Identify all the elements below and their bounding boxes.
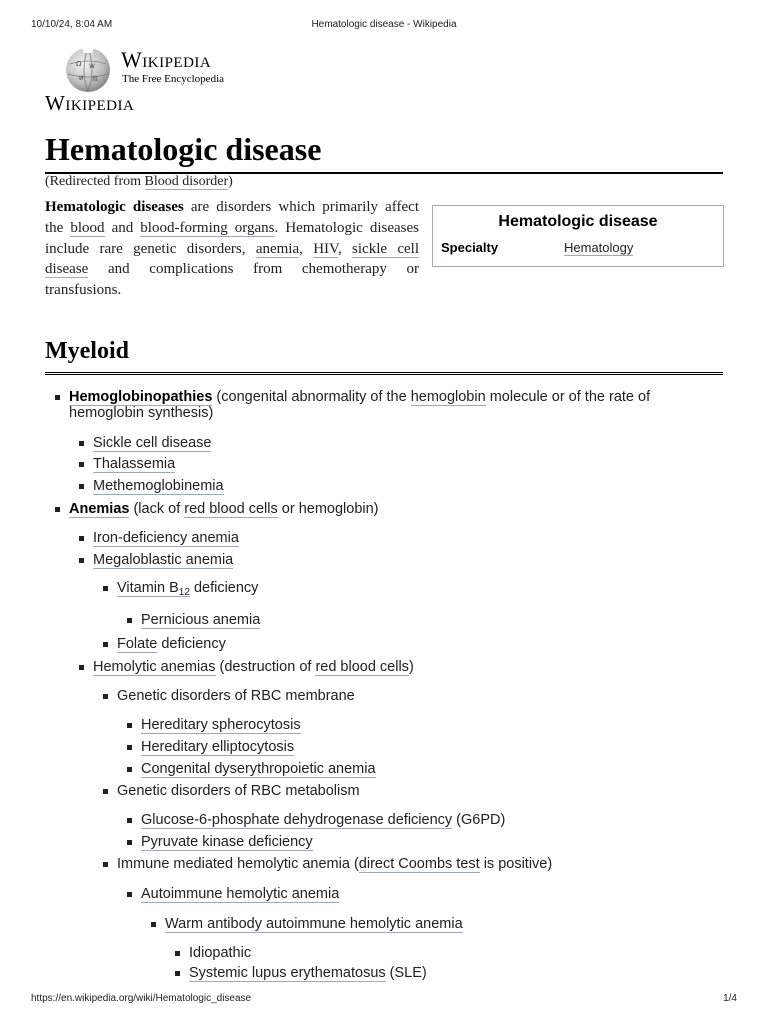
- svg-text:維: 維: [92, 76, 99, 83]
- list-item: [93, 435, 211, 452]
- bullet: [175, 951, 180, 956]
- list-item: [93, 552, 233, 569]
- bullet: [127, 818, 132, 823]
- link-blood[interactable]: blood: [70, 219, 105, 236]
- redirect-note: (Redirected from Blood disorder): [45, 174, 233, 189]
- list-item: Genetic disorders of RBC membrane: [117, 688, 355, 705]
- link-red-blood-cells[interactable]: red blood cells: [184, 501, 278, 517]
- bullet: [127, 767, 132, 772]
- list-item: Vitamin $B_{12}$ deficiency: [117, 580, 258, 601]
- link-pyruvate-kinase-deficiency[interactable]: Pyruvate kinase deficiency: [141, 834, 313, 850]
- link-methemoglobinemia[interactable]: Methemoglobinemia: [93, 478, 224, 494]
- bullet: [79, 665, 84, 670]
- bullet: [79, 462, 84, 467]
- list-item: [141, 717, 301, 734]
- infobox-title: Hematologic disease: [498, 213, 658, 230]
- bullet: [127, 745, 132, 750]
- link-pernicious-anemia[interactable]: Pernicious anemia: [141, 612, 261, 628]
- link-megaloblastic-anemia[interactable]: Megaloblastic anemia: [93, 552, 234, 568]
- link-sickle-cell-disease[interactable]: sickle cell disease: [45, 240, 419, 278]
- infobox: [432, 205, 724, 267]
- list-item: [93, 456, 175, 473]
- bullet: [127, 723, 132, 728]
- link-warm-antibody-aiha[interactable]: Warm antibody autoimmune hemolytic anemia: [165, 916, 463, 932]
- link-hematology[interactable]: Hematology: [564, 240, 634, 255]
- list-item: Hemolytic anemias (destruction of red blood cells): [93, 659, 414, 676]
- bullet: [79, 484, 84, 489]
- link-hereditary-elliptocytosis[interactable]: Hereditary elliptocytosis: [141, 739, 295, 755]
- bullet: [103, 862, 108, 867]
- link-hemoglobinopathies[interactable]: Hemoglobinopathies: [69, 389, 213, 405]
- list-item: [93, 530, 239, 547]
- list-item: [141, 761, 376, 778]
- link-blood-forming-organs[interactable]: blood-forming organs: [140, 219, 275, 236]
- link-vitamin-b12[interactable]: Vitamin $B_{12}$: [117, 580, 190, 598]
- logo-wordmark: Wikipedia: [121, 47, 212, 72]
- list-item: Anemias (lack of red blood cells or hemoglobin): [69, 501, 379, 518]
- bullet: [103, 789, 108, 794]
- link-systemic-lupus-erythematosus[interactable]: Systemic lupus erythematosus: [189, 965, 386, 981]
- link-hemoglobin[interactable]: hemoglobin: [410, 389, 486, 405]
- link-autoimmune-hemolytic-anemia[interactable]: Autoimmune hemolytic anemia: [141, 886, 340, 902]
- svg-text:W: W: [89, 63, 95, 70]
- list-item-continuation: hemoglobin synthesis): [69, 405, 214, 421]
- redirect-link[interactable]: Blood disorder: [144, 174, 229, 189]
- link-direct-coombs-test[interactable]: direct Coombs test: [358, 856, 480, 872]
- link-anemias[interactable]: Anemias: [69, 501, 130, 517]
- list-item: [141, 612, 260, 629]
- list-item: Idiopathic: [189, 945, 251, 962]
- print-page-number: 1/4: [723, 993, 737, 1004]
- infobox-value-specialty: [564, 240, 633, 255]
- infobox-label-specialty: Specialty: [441, 240, 499, 255]
- puzzle-globe-icon: [62, 44, 114, 94]
- bullet: [127, 892, 132, 897]
- link-iron-deficiency-anemia[interactable]: Iron-deficiency anemia: [93, 530, 239, 546]
- bullet: [79, 536, 84, 541]
- wikipedia-logo[interactable]: [62, 44, 252, 96]
- link-congenital-dyserythropoietic-anemia[interactable]: Congenital dyserythropoietic anemia: [141, 761, 376, 777]
- bullet: [103, 642, 108, 647]
- list-item: [141, 834, 313, 851]
- link-red-blood-cells-2[interactable]: red blood cells: [315, 659, 409, 675]
- list-item: [141, 886, 339, 903]
- svg-text:Ω: Ω: [76, 60, 82, 68]
- print-page-title: Hematologic disease - Wikipedia: [311, 19, 457, 30]
- list-item: [165, 916, 463, 933]
- wordmark-secondary: Wikipedia: [45, 91, 135, 115]
- intro-bold-term: Hematologic diseases: [45, 199, 184, 215]
- bullet: [55, 395, 60, 400]
- print-datetime: 10/10/24, 8:04 AM: [31, 19, 113, 30]
- bullet: [55, 507, 60, 512]
- page-title: Hematologic disease: [45, 128, 723, 174]
- intro-paragraph: Hematologic diseases are disorders which primarily affect the blood and blood-forming organs. Hematologic diseases include rare genetic disorders, anemia, HIV, sickle cell disease and complications from chemotherapy or transfusions.: [45, 199, 419, 299]
- list-item: Systemic lupus erythematosus (SLE): [189, 965, 427, 982]
- link-g6pd-deficiency[interactable]: Glucose-6-phosphate dehydrogenase deficiency: [141, 812, 453, 828]
- list-item: Folate deficiency: [117, 636, 226, 653]
- list-item: Glucose-6-phosphate dehydrogenase deficiency (G6PD): [141, 812, 505, 829]
- bullet: [103, 586, 108, 591]
- link-thalassemia[interactable]: Thalassemia: [93, 456, 176, 472]
- bullet: [127, 840, 132, 845]
- section-heading-myeloid: Myeloid: [45, 336, 723, 375]
- bullet: [151, 922, 156, 927]
- bullet: [103, 694, 108, 699]
- list-item: [141, 739, 294, 756]
- bullet: [127, 618, 132, 623]
- link-folate[interactable]: Folate: [117, 636, 158, 652]
- print-url: https://en.wikipedia.org/wiki/Hematologic_disease: [31, 993, 252, 1004]
- list-item: Genetic disorders of RBC metabolism: [117, 783, 360, 800]
- bullet: [79, 558, 84, 563]
- list-item: Hemoglobinopathies (congenital abnormality of the hemoglobin molecule or of the rate of: [69, 389, 709, 406]
- link-anemia[interactable]: anemia: [255, 240, 300, 257]
- list-item: Immune mediated hemolytic anemia (direct Coombs test is positive): [117, 856, 552, 873]
- link-hemolytic-anemias[interactable]: Hemolytic anemias: [93, 659, 216, 675]
- list-item: [93, 478, 224, 495]
- svg-text:И: И: [79, 75, 84, 82]
- bullet: [175, 971, 180, 976]
- link-sickle-cell[interactable]: Sickle cell disease: [93, 435, 212, 451]
- link-hereditary-spherocytosis[interactable]: Hereditary spherocytosis: [141, 717, 301, 733]
- bullet: [79, 441, 84, 446]
- logo-tagline: The Free Encyclopedia: [122, 73, 225, 85]
- link-hiv[interactable]: HIV: [313, 240, 338, 257]
